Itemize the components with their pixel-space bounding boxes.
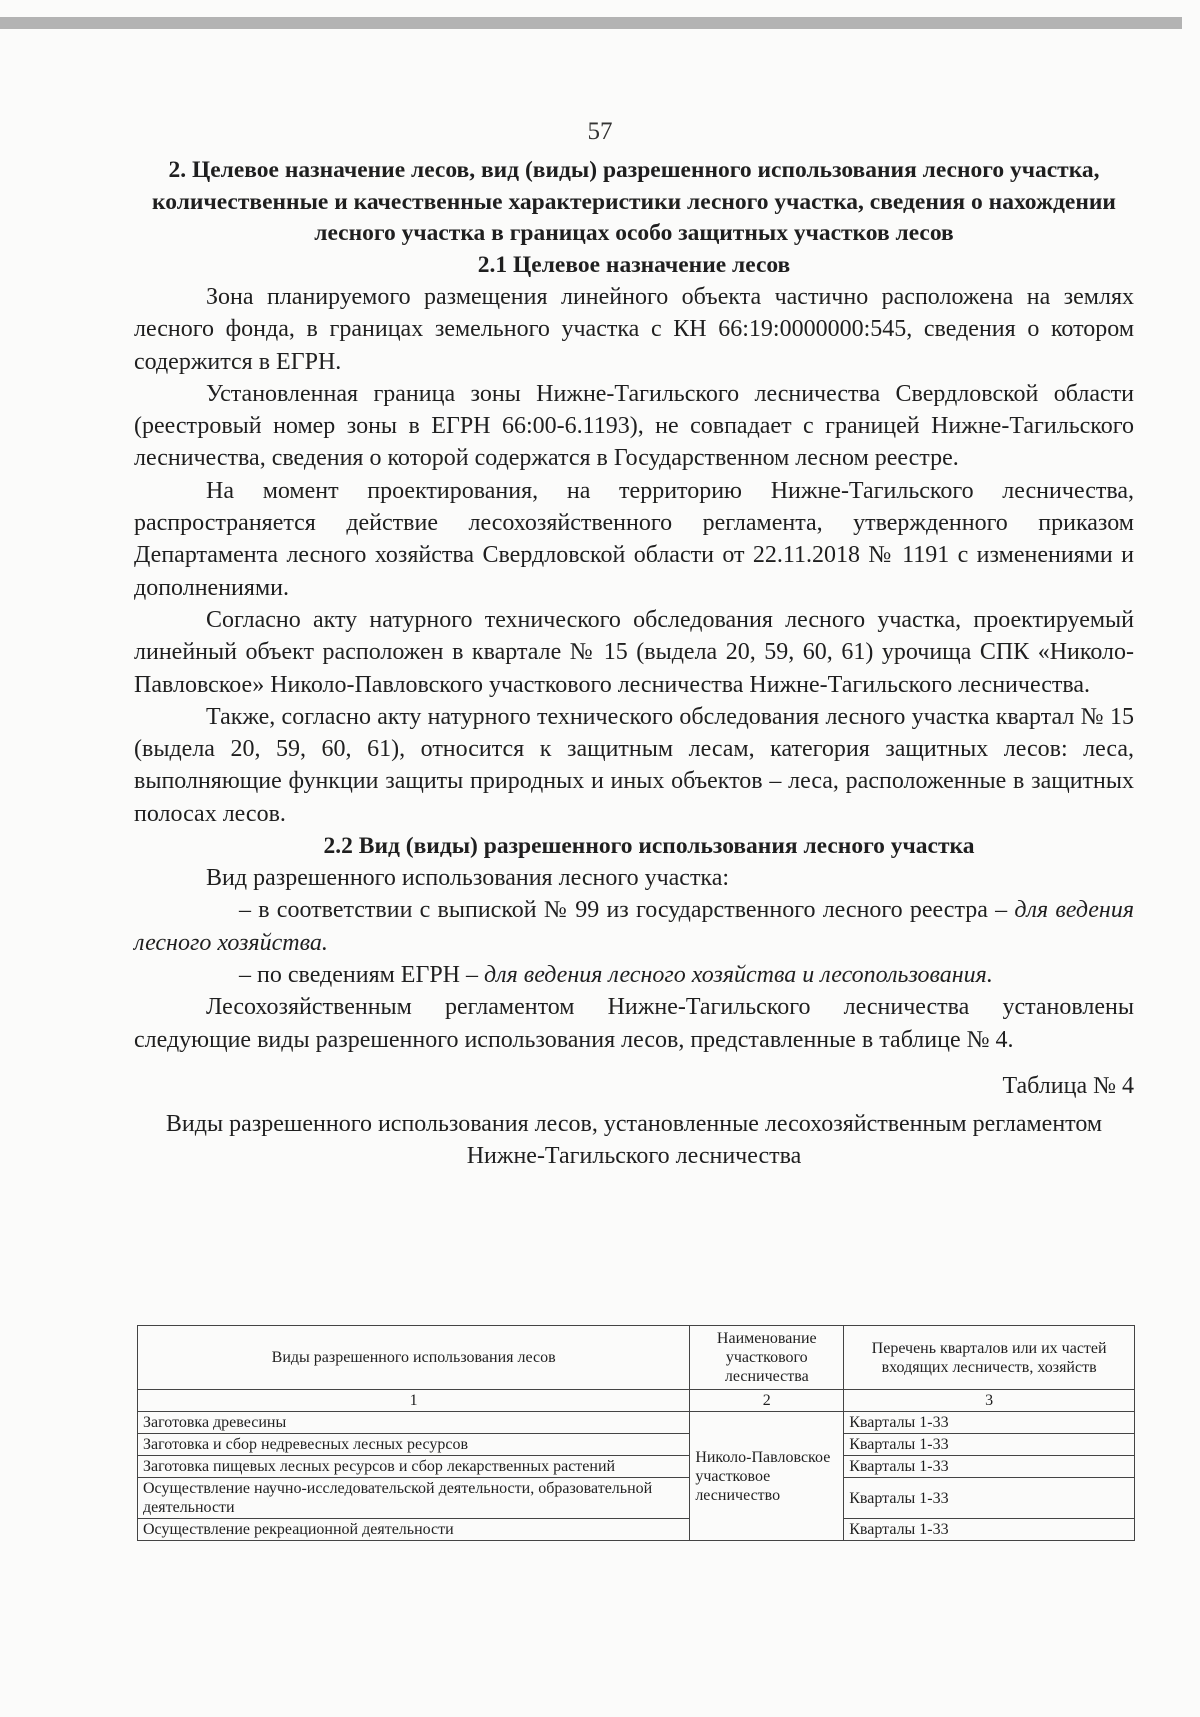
quarters-cell: Кварталы 1-33 (844, 1412, 1135, 1434)
forestry-cell: Николо-Павловское участковое лесничество (690, 1412, 844, 1541)
dash-list-item: – в соответствии с выпиской № 99 из государственного лесного реестра – для ведения лесного хозяйства. (134, 897, 1134, 956)
column-number: 1 (138, 1390, 690, 1412)
table-row (138, 1456, 1135, 1478)
use-cell: Заготовка и сбор недревесных лесных ресурсов (138, 1434, 690, 1456)
paragraph: На момент проектирования, на территорию Нижне-Тагильского лесничества, распространяется действие лесохозяйственного регламента, утвержденного приказом Департамента лесного хозяйства Свердловской области от 22.11.2018 № 1191 с изменениями и дополнениями. (134, 477, 1134, 601)
quarters-cell: Кварталы 1-33 (844, 1456, 1135, 1478)
table-row (138, 1478, 1135, 1519)
table-header-row (138, 1326, 1135, 1390)
paragraph: Также, согласно акту натурного технического обследования лесного участка квартал № 15 (выдела 20, 59, 60, 61), относится к защитным лесам, категория защитных лесов: леса, выполняющие функции защиты природных и иных объектов – леса, расположенные в защитных полосах лесов. (134, 703, 1134, 827)
table-row (138, 1412, 1135, 1434)
page-number: 57 (587, 118, 613, 145)
quarters-cell: Кварталы 1-33 (844, 1519, 1135, 1541)
header-cell: Виды разрешенного использования лесов (138, 1326, 690, 1390)
use-cell: Осуществление рекреационной деятельности (138, 1519, 690, 1541)
paragraph: Установленная граница зоны Нижне-Тагильского лесничества Свердловской области (реестровый номер зоны в ЕГРН 66:00-6.1193), не совпадает с границей Нижне-Тагильского лесничества, сведения о которой содержатся в Государственном лесном реестре. (134, 380, 1134, 472)
paragraph: Лесохозяйственным регламентом Нижне-Тагильского лесничества установлены следующие виды разрешенного использования лесов, представленные в таблице № 4. (134, 994, 1134, 1053)
header-cell: Перечень кварталов или их частей входящих лесничеств, хозяйств (844, 1326, 1135, 1390)
scan-top-bar (0, 17, 1182, 29)
document-body (134, 155, 1134, 1172)
table-caption: Виды разрешенного использования лесов, установленные лесохозяйственным регламентом Нижне-Тагильского лесничества (165, 1110, 1103, 1169)
paragraph: Зона планируемого размещения линейного объекта частично расположена на землях лесного фонда, в границах земельного участка с КН 66:19:0000000:545, сведения о котором содержится в ЕГРН. (134, 284, 1134, 375)
header-cell: Наименование участкового лесничества (690, 1326, 844, 1390)
subsection-heading-2-1: 2.1 Целевое назначение лесов (477, 251, 791, 278)
subsection-heading-2-2: 2.2 Вид (виды) разрешенного использования лесного участка (323, 833, 975, 860)
use-cell: Заготовка древесины (138, 1412, 690, 1434)
column-number-row (138, 1390, 1135, 1412)
paragraph: Согласно акту натурного технического обследования лесного участка, проектируемый линейный объект расположен в квартале № 15 (выдела 20, 59, 60, 61) урочища СПК «Николо-Павловское» Николо-Павловского участкового лесничества Нижне-Тагильского лесничества. (134, 606, 1134, 698)
column-number: 2 (690, 1390, 844, 1412)
table-number: Таблица № 4 (1002, 1072, 1134, 1099)
use-cell: Заготовка пищевых лесных ресурсов и сбор лекарственных растений (138, 1456, 690, 1478)
dash-list-item: – по сведениям ЕГРН – для ведения лесного хозяйства и лесопользования. (239, 961, 993, 988)
section-heading: 2. Целевое назначение лесов, вид (виды) разрешенного использования лесного участка, количественные и качественные характеристики лесного участка, сведения о нахождении лесного участка в границах особо защитных участков лесов (152, 157, 1116, 246)
use-cell: Осуществление научно-исследовательской деятельности, образовательной деятельности (138, 1478, 690, 1519)
forest-use-table (137, 1325, 1135, 1541)
table-row (138, 1434, 1135, 1456)
column-number: 3 (844, 1390, 1135, 1412)
quarters-cell: Кварталы 1-33 (844, 1478, 1135, 1519)
quarters-cell: Кварталы 1-33 (844, 1434, 1135, 1456)
paragraph: Вид разрешенного использования лесного участка: (206, 865, 730, 892)
table-row (138, 1519, 1135, 1541)
